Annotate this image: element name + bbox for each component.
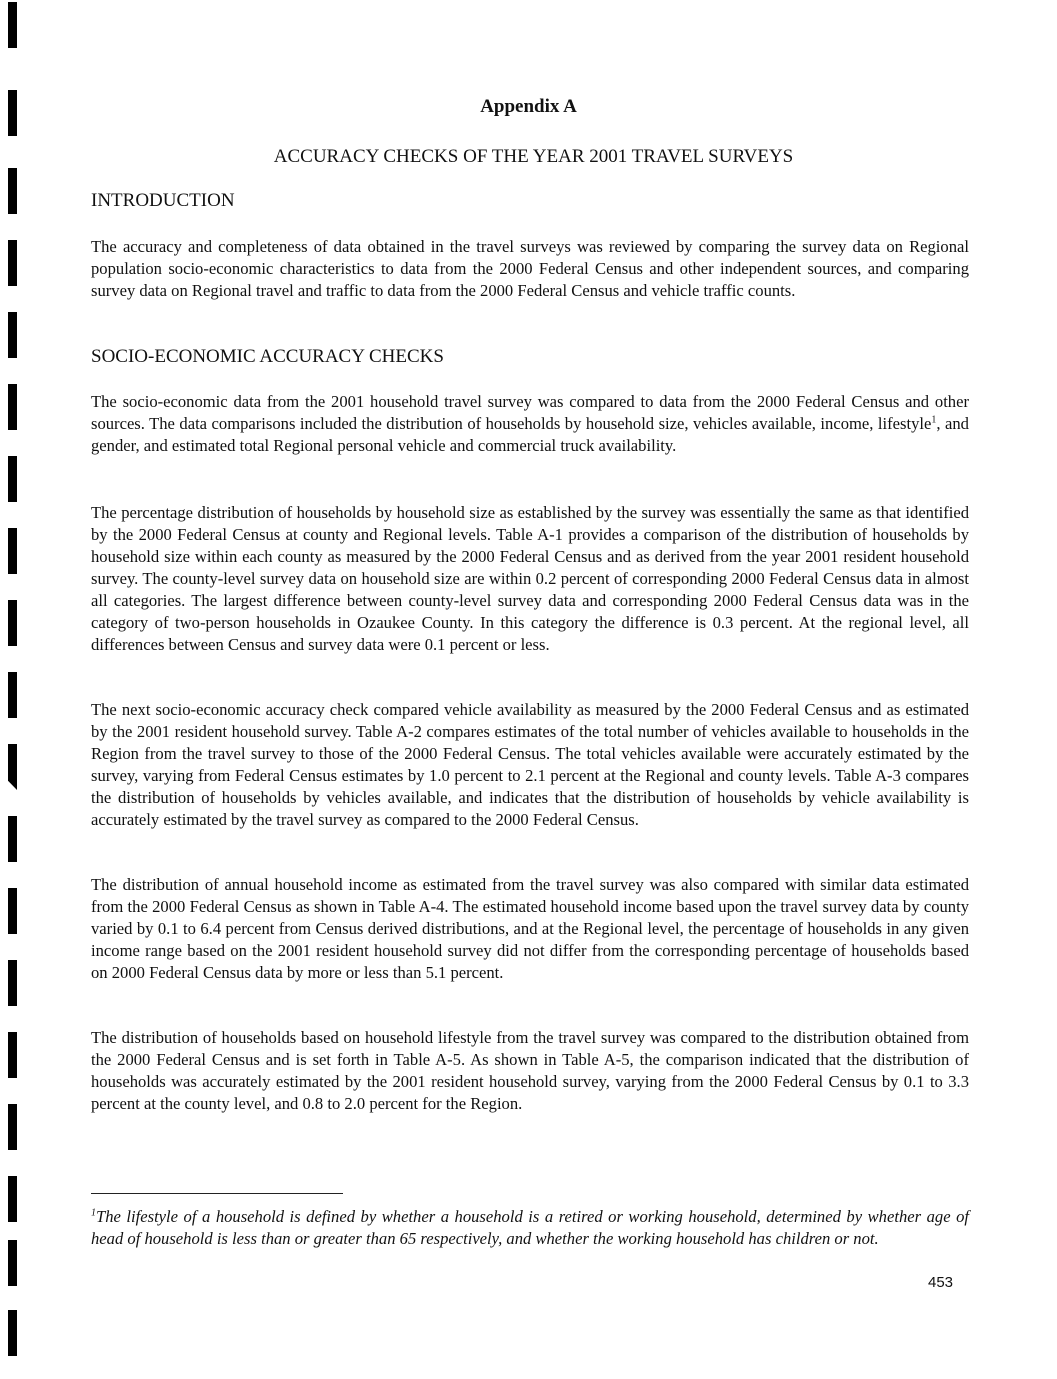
footnote-marker: 1: [91, 1207, 96, 1219]
binding-mark: [8, 528, 17, 574]
footnote: [91, 1206, 969, 1250]
binding-mark: [8, 1032, 17, 1078]
binding-mark: [8, 240, 17, 286]
section-heading-socio-economic: SOCIO-ECONOMIC ACCURACY CHECKS: [91, 346, 444, 367]
binding-mark: [8, 888, 17, 934]
socio-paragraph-3: The next socio-economic accuracy check compared vehicle availability as measured by the 2000 Federal Census and as estimated by the 2001 resident household survey. Table A-2 compares estimates of the total number of vehicles available to households in the Region from the travel survey to those of the 2000 Federal Census. The total vehicles available were accurately estimated by the survey, varying from Federal Census estimates by 1.0 percent to 2.1 percent at the Regional and county levels. Table A-3 compares the distribution of households by vehicles available, and indicates that the distribution of households by vehicle availability is accurately estimated by the travel survey as compared to the 2000 Federal Census.: [91, 700, 969, 829]
footnote-divider: [91, 1193, 343, 1194]
binding-mark: [8, 312, 17, 358]
binding-mark: [8, 168, 17, 214]
socio-paragraph-2: The percentage distribution of households by household size as established by the survey was essentially the same as that identified by the 2000 Federal Census at county and Regional levels. Table A-1 provides a comparison of the distribution of households by household size within each county as measured by the 2000 Federal Census and as derived from the year 2001 resident household survey. The county-level survey data on household size are within 0.2 percent of corresponding 2000 Federal Census data in almost all categories. The largest difference between county-level survey data and corresponding 2000 Federal Census data was in the category of two-person households in Ozaukee County. In this category the difference is 0.3 percent. At the regional level, all differences between Census and survey data were 0.1 percent or less.: [91, 503, 969, 654]
binding-mark: [8, 600, 17, 646]
footnote-reference: 1: [931, 414, 937, 426]
binding-mark: [8, 1240, 17, 1286]
socio-paragraph-1-text-end: , and gender, and estimated total Regional personal vehicle and commercial truck availability.: [91, 414, 969, 455]
binding-mark: [8, 2, 17, 48]
footnote-text: The lifestyle of a household is defined by whether a household is a retired or working household, determined by whether age of head of household is less than or greater than 65 respectively, and whether the working household has children or not.: [91, 1207, 969, 1248]
binding-mark: [8, 960, 17, 1006]
socio-paragraph-5: The distribution of households based on household lifestyle from the travel survey was compared to the distribution obtained from the 2000 Federal Census and is set forth in Table A-5. As shown in Table A-5, the comparison indicated that the distribution of households was accurately estimated by the 2001 resident household survey, varying from the 2000 Federal Census by 0.1 to 3.3 percent at the county level, and 0.8 to 2.0 percent for the Region.: [91, 1028, 969, 1113]
intro-paragraph: The accuracy and completeness of data obtained in the travel surveys was reviewed by comparing the survey data on Regional population socio-economic characteristics to data from the 2000 Federal Census and other independent sources, and comparing survey data on Regional travel and traffic to data from the 2000 Federal Census and vehicle traffic counts.: [91, 237, 969, 300]
socio-paragraph-1-text: The socio-economic data from the 2001 household travel survey was compared to data from the 2000 Federal Census and other sources. The data comparisons included the distribution of households by household size, vehicles available, income, lifestyle: [91, 392, 969, 433]
binding-mark: [8, 816, 17, 862]
socio-paragraph-1: [91, 391, 969, 457]
binding-marks: [8, 0, 20, 1379]
appendix-label: Appendix A: [480, 96, 577, 117]
section-heading-introduction: INTRODUCTION: [91, 190, 235, 211]
binding-mark: [8, 456, 17, 502]
page-number: 453: [928, 1274, 954, 1291]
binding-mark: [8, 1310, 17, 1356]
binding-mark: [8, 744, 17, 790]
binding-mark: [8, 672, 17, 718]
page-title: ACCURACY CHECKS OF THE YEAR 2001 TRAVEL SURVEYS: [273, 146, 794, 167]
binding-mark: [8, 1176, 17, 1222]
binding-mark: [8, 1104, 17, 1150]
socio-paragraph-4: The distribution of annual household income as estimated from the travel survey was also compared with similar data estimated from the 2000 Federal Census as shown in Table A-4. The estimated household income based upon the travel survey data by county varied by 0.1 to 6.4 percent from Census derived distributions, and at the Regional level, the percentage of households in any given income range based on the 2001 resident household survey did not differ from the corresponding percentage of households based on 2000 Federal Census data by more or less than 5.1 percent.: [91, 875, 969, 982]
binding-mark: [8, 384, 17, 430]
